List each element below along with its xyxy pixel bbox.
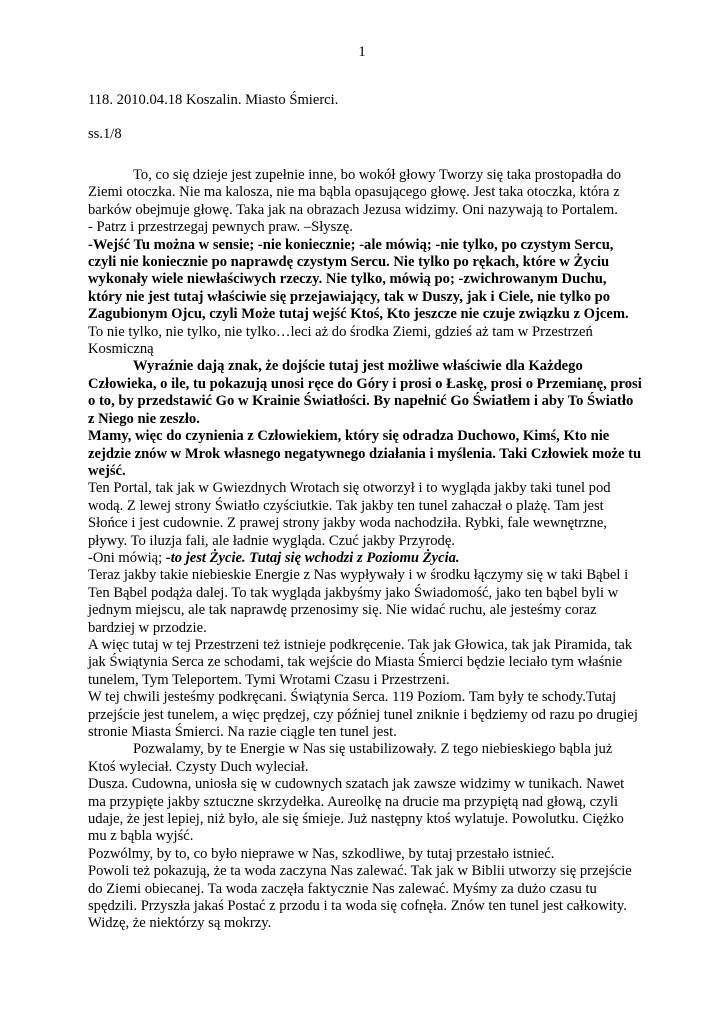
- document-title: 118. 2010.04.18 Koszalin. Miasto Śmierci.: [88, 92, 339, 108]
- text-segment: To nie tylko, nie tylko, nie tylko…leci aż do środka Ziemi, gdzieś aż tam w Przestrzeń Kosmiczną: [88, 323, 593, 358]
- text-segment: Ten Portal, tak jak w Gwiezdnych Wrotach się otworzył i to wygląda jakby taki tunel pod wodą. Z lewej strony Światło czyściutkie. Tak jakby ten tunel zahaczał o plażę. Tam jest Słońce i jest cudownie. Z prawej strony jakby woda nachodziła. Rybki, fale wewnętrzne, pływy. To iluzja fali, ale ładnie wygląda. Czuć jakby Przyrodę.: [88, 480, 611, 549]
- paragraph: [88, 428, 642, 480]
- paragraph: [88, 480, 642, 550]
- text-segment: To, co się dzieje jest zupełnie inne, bo wokół głowy Tworzy się taka prostopadła do Ziemi otoczka. Nie ma kalosza, nie ma bąbla opasującego głowę. Jest taka otoczka, która z barków obejmuje głowę. Taka jak na obrazach Jezusa widzimy. Oni nazywają to Portalem.: [88, 167, 622, 218]
- paragraph: [88, 324, 642, 359]
- text-segment: Teraz jakby takie niebieskie Energie z Nas wypływały i w środku łączymy się w taki Bąbel i Ten Bąbel podąża dalej. To tak wygląda jakbyśmy jako Świadomość, jako ten bąbel byli w jednym miejscu, ale tak naprawdę przenosimy się. Nie widać ruchu, ale jesteśmy coraz bardziej w przodzie.: [88, 567, 629, 636]
- text-segment: A więc tutaj w tej Przestrzeni też istnieje podkręcenie. Tak jak Głowica, tak jak Piramida, tak jak Świątynia Serca ze schodami, tak wejście do Miasta Śmierci będzie leciało tym właśnie tunelem, Tym Teleportem. Tymi Wrotami Czasu i Przestrzeni.: [88, 636, 633, 688]
- text-segment: - Patrz i przestrzegaj pewnych praw. –Słyszę.: [88, 219, 353, 236]
- page-number: 1: [358, 44, 366, 60]
- paragraph: [88, 358, 642, 428]
- text-segment: -Oni mówią;: [88, 549, 166, 566]
- paragraph: [88, 863, 642, 933]
- paragraph: [88, 846, 642, 863]
- text-segment: Dusza. Cudowna, uniosła się w cudownych szatach jak zawsze widzimy w tunikach. Nawet ma przypięte jakby sztuczne skrzydełka. Aureolkę na drucie ma przypiętą nad głową, czyli udaje, że jest lepiej, niż było, ale się śmieje. Już następny ktoś wylatuje. Powolutku. Ciężko mu z bąbla wyjść.: [88, 776, 625, 845]
- paragraph: [88, 167, 642, 219]
- text-segment-emphasis: -to jest Życie. Tutaj się wchodzi z Poziomu Życia.: [165, 549, 460, 566]
- paragraph: [88, 567, 642, 637]
- text-segment: Pozwólmy, by to, co było nieprawe w Nas, szkodliwe, by tutaj przestało istnieć.: [88, 845, 555, 862]
- paragraph: [88, 776, 642, 846]
- paragraph: [88, 637, 642, 689]
- text-segment: W tej chwili jesteśmy podkręcani. Świątynia Serca. 119 Poziom. Tam były te schody.Tutaj przejście jest tunelem, a więc prędzej, czy później tunel zniknie i będziemy od razu po drugiej stronie Miasta Śmierci. Na razie ciągle ten tunel jest.: [88, 689, 638, 740]
- text-segment: -Wejść Tu można w sensie; -nie koniecznie; -ale mówią; -nie tylko, po czystym Sercu, czyli nie koniecznie po naprawdę czystym Sercu. Nie tylko po rękach, które w Życiu wykonały wiele niewłaściwych rzeczy. Nie tylko, mówią po; -zwichrowanym Duchu, który nie jest tutaj właściwie się przejawiający, tak w Duszy, jak i Ciele, nie tylko po Zagubionym Ojcu, czyli Może tutaj wejść Ktoś, Kto jeszcze nie czuje związku z Ojcem.: [88, 236, 629, 323]
- text-segment: Pozwalamy, by te Energie w Nas się ustabilizowały. Z tego niebieskiego bąbla już Ktoś wyleciał. Czysty Duch wyleciał.: [88, 741, 613, 775]
- paragraph: [88, 550, 642, 567]
- document-body: [88, 167, 642, 933]
- page-range: ss.1/8: [88, 126, 122, 142]
- paragraph: [88, 689, 642, 741]
- paragraph: [88, 237, 642, 324]
- paragraph: [88, 219, 642, 236]
- text-segment: Wyraźnie dają znak, że dojście tutaj jest możliwe właściwie dla Każdego Człowieka, o ile, tu pokazują unosi ręce do Góry i prosi o Łaskę, prosi o Przemianę, prosi o to, by przedstawić Go w Krainie Światłości. By napełnić Go Światłem i aby To Światło z Niego nie zeszło.: [88, 358, 642, 427]
- text-segment: Mamy, więc do czynienia z Człowiekiem, który się odradza Duchowo, Kimś, Kto nie zejdzie znów w Mrok własnego negatywnego działania i myślenia. Taki Człowiek może tu wejść.: [88, 428, 642, 479]
- paragraph: [88, 741, 642, 776]
- text-segment: Powoli też pokazują, że ta woda zaczyna Nas zalewać. Tak jak w Biblii utworzy się przejście do Ziemi obiecanej. Ta woda zaczęła faktycznie Nas zalewać. Myśmy za dużo czasu tu spędzili. Przyszła jakaś Postać z przodu i ta woda się cofnęła. Znów ten tunel jest całkowity. Widzę, że niektórzy są mokrzy.: [88, 863, 632, 932]
